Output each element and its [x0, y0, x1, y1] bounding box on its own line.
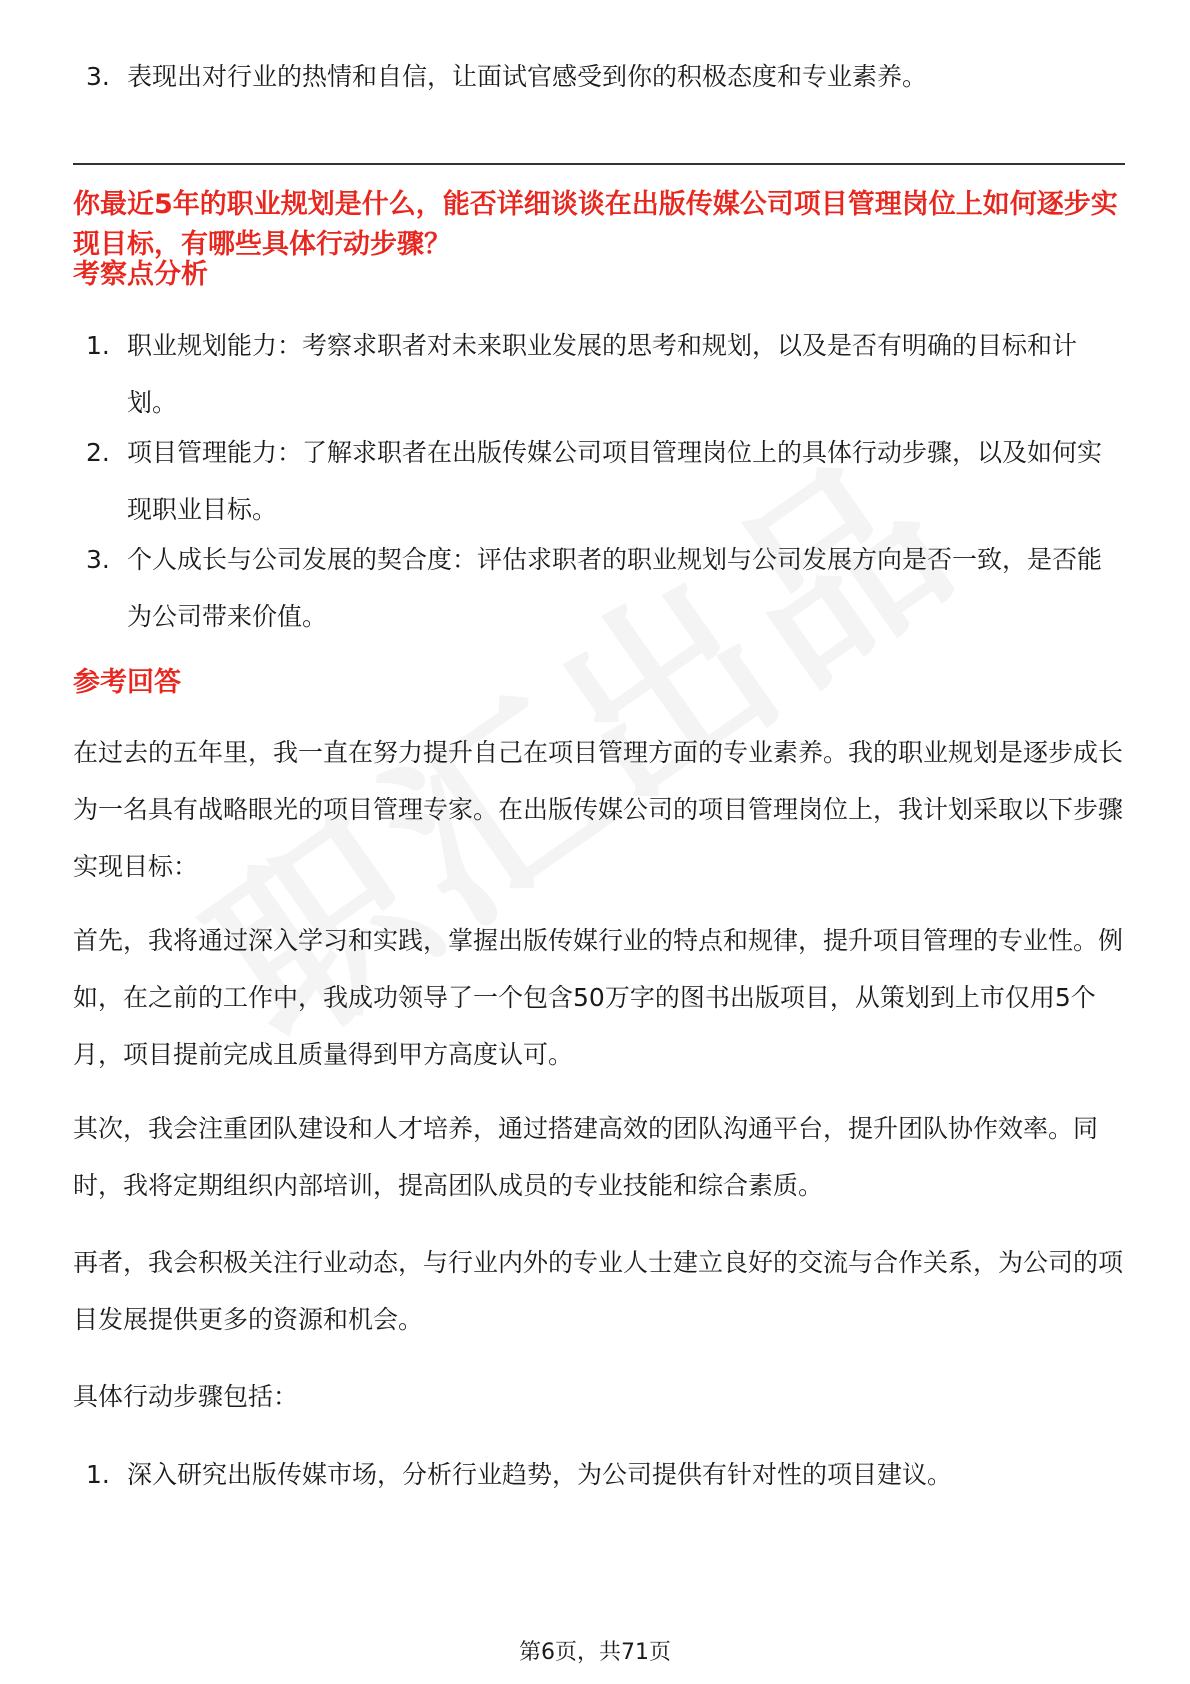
list-number: 1.	[86, 1460, 110, 1489]
page-footer: 第6页，共71页	[519, 1640, 671, 1665]
list-text: 项目管理能力：了解求职者在出版传媒公司项目管理岗位上的具体行动步骤，以及如何实现职业目标。	[127, 438, 1103, 524]
list-number: 2.	[86, 438, 110, 467]
list-text: 个人成长与公司发展的契合度：评估求职者的职业规划与公司发展方向是否一致，是否能为公司带来价值。	[127, 545, 1103, 631]
list-number: 1.	[86, 331, 110, 360]
list-number: 3.	[86, 62, 110, 91]
list-text: 职业规划能力：考察求职者对未来职业发展的思考和规划，以及是否有明确的目标和计划。	[127, 331, 1078, 417]
list-text: 表现出对行业的热情和自信，让面试官感受到你的积极态度和专业素养。	[127, 62, 928, 91]
list-text: 深入研究出版传媒市场，分析行业趋势，为公司提供有针对性的项目建议。	[127, 1460, 953, 1489]
divider	[73, 163, 1125, 165]
answer-heading: 参考回答	[73, 667, 181, 698]
answer-paragraph: 再者，我会积极关注行业动态，与行业内外的专业人士建立良好的交流与合作关系，为公司的项目发展提供更多的资源和机会。	[73, 1248, 1124, 1334]
answer-paragraph: 其次，我会注重团队建设和人才培养，通过搭建高效的团队沟通平台，提升团队协作效率。同时，我将定期组织内部培训，提高团队成员的专业技能和综合素质。	[73, 1114, 1099, 1200]
answer-paragraph: 首先，我将通过深入学习和实践，掌握出版传媒行业的特点和规律，提升项目管理的专业性。例如，在之前的工作中，我成功领导了一个包含50万字的图书出版项目，从策划到上市仅用5个月，项目提前完成且质量得到甲方高度认可。	[73, 926, 1124, 1069]
analysis-heading: 考察点分析	[73, 259, 208, 290]
answer-paragraph: 具体行动步骤包括：	[73, 1382, 299, 1411]
list-number: 3.	[86, 545, 110, 574]
answer-paragraph: 在过去的五年里，我一直在努力提升自己在项目管理方面的专业素养。我的职业规划是逐步成长为一名具有战略眼光的项目管理专家。在出版传媒公司的项目管理岗位上，我计划采取以下步骤实现目标：	[73, 738, 1124, 881]
question-heading: 你最近5年的职业规划是什么，能否详细谈谈在出版传媒公司项目管理岗位上如何逐步实现目标，有哪些具体行动步骤？	[73, 189, 1118, 260]
